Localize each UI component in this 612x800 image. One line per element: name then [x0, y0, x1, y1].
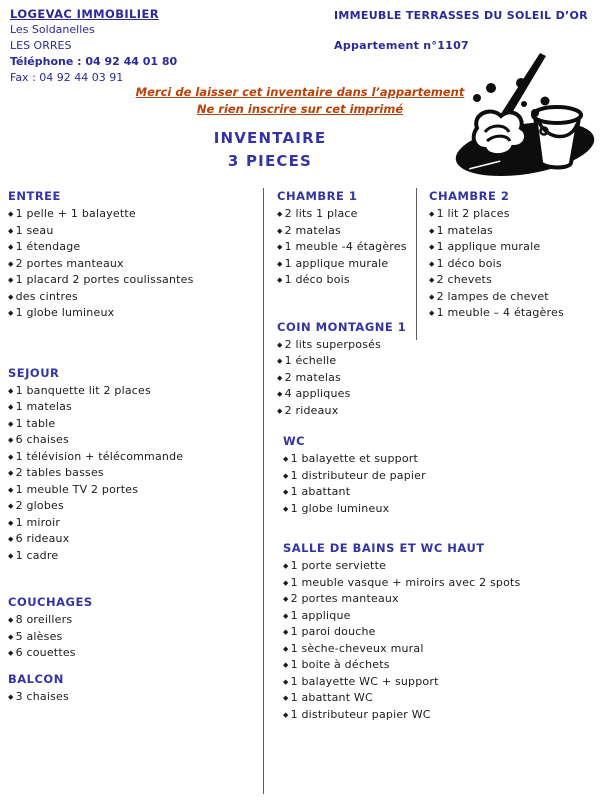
bullet-icon: ◆ [429, 226, 435, 235]
inventory-item: ◆ 2 portes manteaux [8, 256, 260, 273]
inventory-item: ◆ 1 boite à déchets [283, 657, 507, 674]
bullet-icon: ◆ [8, 309, 14, 317]
inventory-item: ◆ 1 échelle [277, 353, 507, 370]
inventory-item: ◆ 4 appliques [277, 386, 507, 403]
inventory-item: ◆ 1 sèche-cheveux mural [283, 641, 507, 658]
section-title: WC [283, 434, 306, 448]
inventory-item: ◆ 1 applique murale [429, 239, 609, 256]
inventory-item: ◆ 6 couettes [8, 645, 260, 662]
page-title-line-1: INVENTAIRE [213, 129, 327, 147]
agency-block [10, 6, 177, 86]
bullet-icon: ◆ [283, 488, 289, 496]
inventory-item: ◆ 1 matelas [429, 223, 609, 240]
bullet-icon: ◆ [277, 406, 283, 415]
agency-phone: Téléphone : 04 92 44 01 80 [10, 55, 178, 68]
section-entree [8, 186, 260, 322]
inventory-item: ◆ 1 pelle + 1 balayette [8, 206, 260, 223]
bullet-icon: ◆ [283, 504, 289, 513]
bullet-icon: ◆ [277, 390, 283, 398]
bullet-icon: ◆ [429, 259, 435, 268]
inventory-item: ◆ 1 globe lumineux [8, 305, 260, 322]
bullet-icon: ◆ [277, 243, 283, 251]
bullet-icon: ◆ [283, 644, 289, 653]
bullet-icon: ◆ [429, 276, 435, 284]
bullet-icon: ◆ [283, 471, 289, 480]
bullet-icon: ◆ [429, 210, 435, 218]
bullet-icon: ◆ [283, 578, 289, 587]
inventory-item: ◆ 1 balayette et support [283, 451, 507, 468]
bullet-icon: ◆ [283, 562, 289, 570]
building-block [334, 8, 588, 54]
section-title: SALLE DE BAINS ET WC HAUT [283, 541, 485, 555]
page-title-line-2: 3 PIECES [227, 151, 313, 170]
inventory-item: ◆ 3 chaises [8, 689, 260, 706]
inventory-item: ◆ 1 étendage [8, 239, 260, 256]
bullet-icon: ◆ [283, 455, 289, 463]
inventory-item: ◆ 1 abattant WC [283, 690, 507, 707]
inventory-item: ◆ 1 lit 2 places [429, 206, 609, 223]
bullet-icon: ◆ [283, 628, 289, 636]
bullet-icon: ◆ [8, 616, 14, 624]
bullet-icon: ◆ [283, 710, 289, 719]
bullet-icon: ◆ [8, 386, 14, 395]
bullet-icon: ◆ [277, 276, 283, 284]
bullet-icon: ◆ [277, 357, 283, 365]
bullet-icon: ◆ [277, 210, 283, 218]
column-3 [429, 186, 609, 322]
bullet-icon: ◆ [277, 259, 283, 268]
inventory-item: ◆ 1 miroir [8, 515, 260, 532]
inventory-item: ◆ 1 applique [283, 608, 507, 625]
inventory-item: ◆ 1 placard 2 portes coulissantes [8, 272, 260, 289]
bullet-icon: ◆ [283, 694, 289, 702]
inventory-item: ◆ 2 lampes de chevet [429, 289, 609, 306]
inventory-item: ◆ 6 rideaux [8, 531, 260, 548]
inventory-item: ◆ 1 porte serviette [283, 558, 507, 575]
inventory-item: ◆ 5 alèses [8, 629, 260, 646]
bullet-icon: ◆ [8, 632, 14, 641]
inventory-item: ◆ 2 chevets [429, 272, 609, 289]
inventory-item: ◆ 1 meuble -4 étagères [277, 239, 507, 256]
bullet-icon: ◆ [429, 309, 435, 317]
section-sejour [8, 363, 260, 565]
section-title: BALCON [8, 671, 64, 686]
inventory-item: ◆ 2 portes manteaux [283, 591, 507, 608]
bullet-icon: ◆ [8, 649, 14, 657]
inventory-item: ◆ 2 lits superposés [277, 337, 507, 354]
bullet-icon: ◆ [8, 210, 14, 218]
bullet-icon: ◆ [429, 292, 435, 301]
bullet-icon: ◆ [8, 292, 14, 301]
inventory-item: ◆ 1 meuble – 4 étagères [429, 305, 609, 322]
notice-line-1: Merci de laisser cet inventaire dans l’appartement [135, 85, 465, 99]
notice-block [0, 84, 600, 118]
section-title: CHAMBRE 1 [277, 189, 358, 203]
inventory-item: ◆ 1 globe lumineux [283, 501, 507, 518]
bullet-icon: ◆ [277, 226, 283, 235]
inventory-item: ◆ 2 rideaux [277, 403, 507, 420]
inventory-item: ◆ 1 paroi douche [283, 624, 507, 641]
inventory-item: ◆ 2 globes [8, 498, 260, 515]
inventory-item: ◆ 1 banquette lit 2 places [8, 383, 260, 400]
section-chambre-2 [429, 186, 609, 322]
bullet-icon: ◆ [429, 243, 435, 251]
inventory-item: ◆ 6 chaises [8, 432, 260, 449]
section-salle-de-bains [277, 538, 521, 723]
inventory-item: ◆ 2 matelas [277, 223, 507, 240]
inventory-item: ◆ 2 tables basses [8, 465, 260, 482]
inventory-item: ◆ 1 distributeur de papier [283, 468, 507, 485]
agency-residence: Les Soldanelles [10, 23, 95, 36]
inventory-item: ◆ 1 seau [8, 223, 260, 240]
inventory-item: ◆ 1 meuble TV 2 portes [8, 482, 260, 499]
page-title [0, 127, 540, 172]
inventory-item: ◆ 1 abattant [283, 484, 507, 501]
bullet-icon: ◆ [8, 502, 14, 510]
building-name: IMMEUBLE TERRASSES DU SOLEIL D’OR [334, 9, 588, 22]
inventory-item: ◆ 1 balayette WC + support [283, 674, 507, 691]
bullet-icon: ◆ [277, 340, 283, 349]
inventory-item: ◆ 8 oreillers [8, 612, 260, 629]
inventory-item: ◆ 1 matelas [8, 399, 260, 416]
bullet-icon: ◆ [8, 243, 14, 251]
inventory-item: ◆ 1 table [8, 416, 260, 433]
bullet-icon: ◆ [8, 259, 14, 268]
agency-fax: Fax : 04 92 44 03 91 [10, 71, 124, 84]
bullet-icon: ◆ [8, 419, 14, 428]
bullet-icon: ◆ [8, 518, 14, 527]
apartment-number: Appartement n°1107 [334, 39, 470, 52]
section-title: ENTREE [8, 189, 61, 203]
column-divider-left [263, 188, 264, 794]
bullet-icon: ◆ [8, 551, 14, 560]
column-1 [8, 186, 260, 705]
section-title: COUCHAGES [8, 595, 93, 609]
inventory-item: ◆ 2 matelas [277, 370, 507, 387]
inventory-item: ◆ 1 déco bois [429, 256, 609, 273]
bullet-icon: ◆ [283, 595, 289, 603]
section-wc [277, 431, 507, 517]
bullet-icon: ◆ [8, 535, 14, 543]
section-title: SEJOUR [8, 365, 60, 380]
section-title: COIN MONTAGNE 1 [277, 319, 407, 334]
inventory-item: ◆ 1 déco bois [277, 272, 507, 289]
bullet-icon: ◆ [8, 276, 14, 284]
inventory-item: ◆ 2 lits 1 place [277, 206, 507, 223]
inventory-item: ◆ 1 télévision + télécommande [8, 449, 260, 466]
section-title: CHAMBRE 2 [429, 189, 510, 203]
notice-line-2: Ne rien inscrire sur cet imprimé [196, 102, 404, 116]
inventory-item: ◆ 1 applique murale [277, 256, 507, 273]
bullet-icon: ◆ [277, 373, 283, 382]
inventory-item: ◆ 1 distributeur papier WC [283, 707, 507, 724]
bullet-icon: ◆ [8, 485, 14, 494]
bullet-icon: ◆ [283, 611, 289, 620]
inventory-item: ◆ des cintres [8, 289, 260, 306]
bullet-icon: ◆ [8, 226, 14, 235]
bullet-icon: ◆ [283, 677, 289, 686]
bullet-icon: ◆ [8, 692, 14, 701]
section-couchages [8, 592, 260, 662]
bullet-icon: ◆ [8, 452, 14, 461]
inventory-item: ◆ 1 meuble vasque + miroirs avec 2 spots [283, 575, 507, 592]
inventory-item: ◆ 1 cadre [8, 548, 260, 565]
section-coin-montagne-1 [277, 317, 507, 420]
agency-name: LOGEVAC IMMOBILIER [10, 7, 159, 21]
bullet-icon: ◆ [283, 661, 289, 669]
agency-city: LES ORRES [10, 39, 72, 52]
bullet-icon: ◆ [8, 469, 14, 477]
section-balcon [8, 669, 260, 706]
bullet-icon: ◆ [8, 403, 14, 411]
bullet-icon: ◆ [8, 436, 14, 444]
